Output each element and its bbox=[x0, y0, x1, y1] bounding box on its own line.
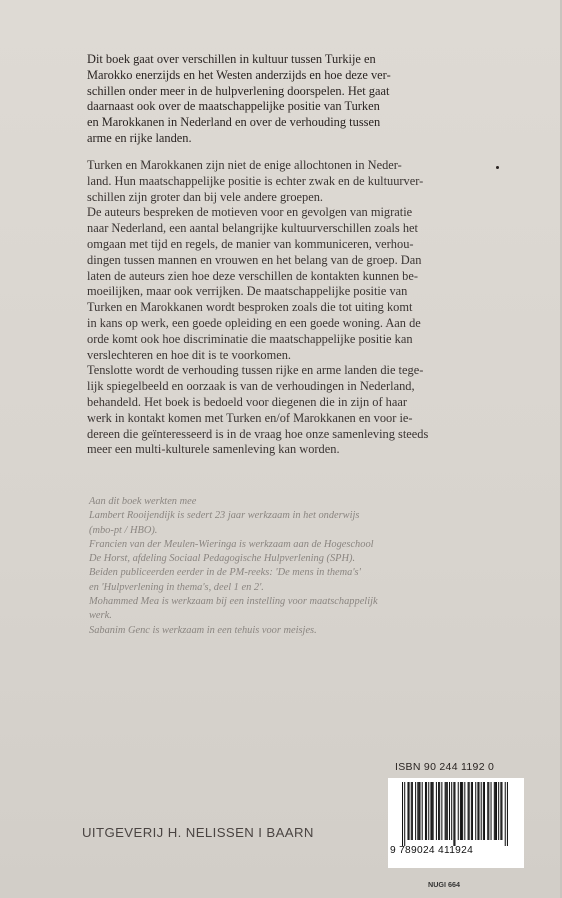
credits-line: (mbo-pt / HBO). bbox=[89, 524, 158, 536]
isbn-label: ISBN 90 244 1192 0 bbox=[395, 761, 495, 773]
credits-line: werk. bbox=[89, 610, 112, 622]
barcode-bar bbox=[433, 782, 434, 840]
intro-line: schillen onder meer in de hulpverlening doorspelen. Het gaat bbox=[87, 83, 390, 98]
credits-line: Aan dit boek werkten mee bbox=[89, 496, 197, 507]
barcode-bar bbox=[451, 782, 452, 840]
body-line: omgaan met tijd en regels, de manier van kommuniceren, verhou- bbox=[87, 236, 414, 251]
barcode-bar bbox=[491, 782, 492, 840]
barcode-bar bbox=[464, 782, 465, 840]
body-text bbox=[87, 158, 487, 458]
barcode-bar bbox=[501, 782, 502, 840]
barcode-icon bbox=[402, 782, 508, 846]
body-line: schillen zijn groter dan bij vele andere groepen. bbox=[87, 189, 324, 204]
barcode-bar bbox=[411, 782, 412, 840]
credits-line: Mohammed Mea is werkzaam bij een instelling voor maatschappelijk bbox=[89, 596, 378, 608]
body-line: naar Nederland, een aantal belangrijke kultuurverschillen zoals het bbox=[87, 221, 418, 236]
body-line: meer een multi-kulturele samenleving kan worden. bbox=[87, 442, 340, 457]
barcode-bar bbox=[481, 782, 482, 840]
barcode-bar bbox=[483, 782, 484, 840]
barcode-bar bbox=[436, 782, 437, 840]
body-line: moeilijken, maar ook verrijken. De maatschappelijke positie van bbox=[87, 284, 408, 299]
barcode-bar bbox=[404, 782, 405, 846]
barcode-bar bbox=[469, 782, 470, 840]
barcode-bar bbox=[507, 782, 508, 846]
credits-line: Francien van der Meulen-Wieringa is werkzaam aan de Hogeschool bbox=[89, 538, 374, 550]
body-line: laten de auteurs zien hoe deze verschillen de kontakten kunnen be- bbox=[87, 268, 418, 283]
body-line: behandeld. Het boek is bedoeld voor diegenen die in zijn of haar bbox=[87, 394, 407, 409]
intro-line: Marokko enerzijds en het Westen anderzijds en hoe deze ver- bbox=[87, 67, 391, 82]
intro-line: Dit boek gaat over verschillen in kultuur tussen Turkije en bbox=[87, 52, 376, 66]
barcode-bar bbox=[494, 782, 495, 840]
body-line: dereen die geïnteresseerd is in de vraag hoe onze samenleving steeds bbox=[87, 426, 429, 441]
barcode-bar bbox=[478, 782, 479, 840]
body-line: De auteurs bespreken de motieven voor en gevolgen van migratie bbox=[87, 205, 413, 220]
barcode-bar bbox=[409, 782, 410, 840]
barcode-bar bbox=[432, 782, 433, 840]
intro-line: daarnaast ook over de maatschappelijke positie van Turken bbox=[87, 99, 380, 114]
body-line: verslechteren en hoe dit is te voorkomen. bbox=[87, 347, 292, 362]
barcode-bar bbox=[458, 782, 459, 840]
barcode-bar bbox=[453, 782, 454, 846]
barcode-bar bbox=[496, 782, 497, 840]
barcode-bar bbox=[472, 782, 473, 840]
barcode-bar bbox=[402, 782, 403, 846]
barcode-bar bbox=[454, 782, 455, 846]
barcode-bar bbox=[418, 782, 419, 840]
barcode-bar bbox=[425, 782, 426, 840]
barcode-bar bbox=[460, 782, 461, 840]
barcode-bar bbox=[415, 782, 416, 840]
credits-line: en 'Hulpverlening in thema's, deel 1 en 2'. bbox=[89, 581, 264, 593]
barcode-bar bbox=[438, 782, 439, 840]
barcode-bar bbox=[475, 782, 476, 840]
barcode-bar bbox=[500, 782, 501, 840]
barcode-bar bbox=[428, 782, 429, 840]
barcode-bar bbox=[477, 782, 478, 840]
barcode-bar bbox=[461, 782, 462, 840]
body-line: Turken en Marokkanen zijn niet de enige allochtonen in Neder- bbox=[87, 158, 402, 172]
barcode-bar bbox=[468, 782, 469, 840]
credits-line: Sabanim Genc is werkzaam in een tehuis voor meisjes. bbox=[89, 624, 317, 636]
barcode-bar bbox=[441, 782, 442, 840]
credits-line: Beiden publiceerden eerder in de PM-reeks: 'De mens in thema's' bbox=[89, 567, 361, 579]
barcode-bar bbox=[487, 782, 488, 840]
barcode-bar bbox=[430, 782, 431, 840]
barcode-bar bbox=[495, 782, 496, 840]
author-credits bbox=[89, 495, 469, 638]
body-line: Turken en Marokkanen wordt besproken zoals die tot uiting komt bbox=[87, 300, 413, 315]
barcode-bar bbox=[488, 782, 489, 840]
barcode-bar bbox=[422, 782, 423, 840]
credits-line: Lambert Rooijendijk is sedert 23 jaar werkzaam in het onderwijs bbox=[89, 510, 360, 522]
body-line: dingen tussen mannen en vrouwen en het belang van de groep. Dan bbox=[87, 252, 422, 267]
barcode-bar bbox=[407, 782, 408, 840]
credits-line: De Horst, afdeling Sociaal Pedagogische Hulpverlening (SPH). bbox=[89, 553, 356, 565]
barcode-bar bbox=[447, 782, 448, 840]
barcode-bar bbox=[417, 782, 418, 840]
barcode-bar bbox=[498, 782, 499, 840]
body-line: werk in kontakt komen met Turken en/of Marokkanen en voor ie- bbox=[87, 410, 413, 425]
barcode-panel bbox=[388, 778, 524, 868]
barcode-bar bbox=[412, 782, 413, 840]
body-line: land. Hun maatschappelijke positie is echter zwak en de kultuurver- bbox=[87, 173, 424, 188]
intro-line: en Marokkanen in Nederland en over de verhouding tussen bbox=[87, 115, 381, 130]
body-line: Tenslotte wordt de verhouding tussen rijke en arme landen die tege- bbox=[87, 363, 424, 378]
barcode-bar bbox=[462, 782, 463, 840]
barcode-bar bbox=[471, 782, 472, 840]
intro-paragraph bbox=[87, 52, 487, 147]
barcode-bar bbox=[505, 782, 506, 846]
publisher-name: UITGEVERIJ H. NELISSEN I BAARN bbox=[82, 825, 314, 840]
intro-line: arme en rijke landen. bbox=[87, 130, 192, 145]
print-speck bbox=[496, 166, 499, 169]
barcode-number: 9 789024 411924 bbox=[390, 845, 474, 856]
barcode-bar bbox=[449, 782, 450, 840]
barcode-bar bbox=[445, 782, 446, 840]
barcode-bar bbox=[439, 782, 440, 840]
body-line: lijk spiegelbeeld en oorzaak is van de verhoudingen in Nederland, bbox=[87, 379, 415, 394]
barcode-bar bbox=[426, 782, 427, 840]
body-line: orde komt ook hoe discriminatie die maatschappelijke positie kan bbox=[87, 331, 413, 346]
barcode-bar bbox=[419, 782, 420, 840]
body-line: in kans op werk, een goede opleiding en een goede woning. Aan de bbox=[87, 315, 421, 330]
nugi-code: NUGI 664 bbox=[428, 880, 460, 889]
barcode-bar bbox=[446, 782, 447, 840]
barcode-bar bbox=[484, 782, 485, 840]
